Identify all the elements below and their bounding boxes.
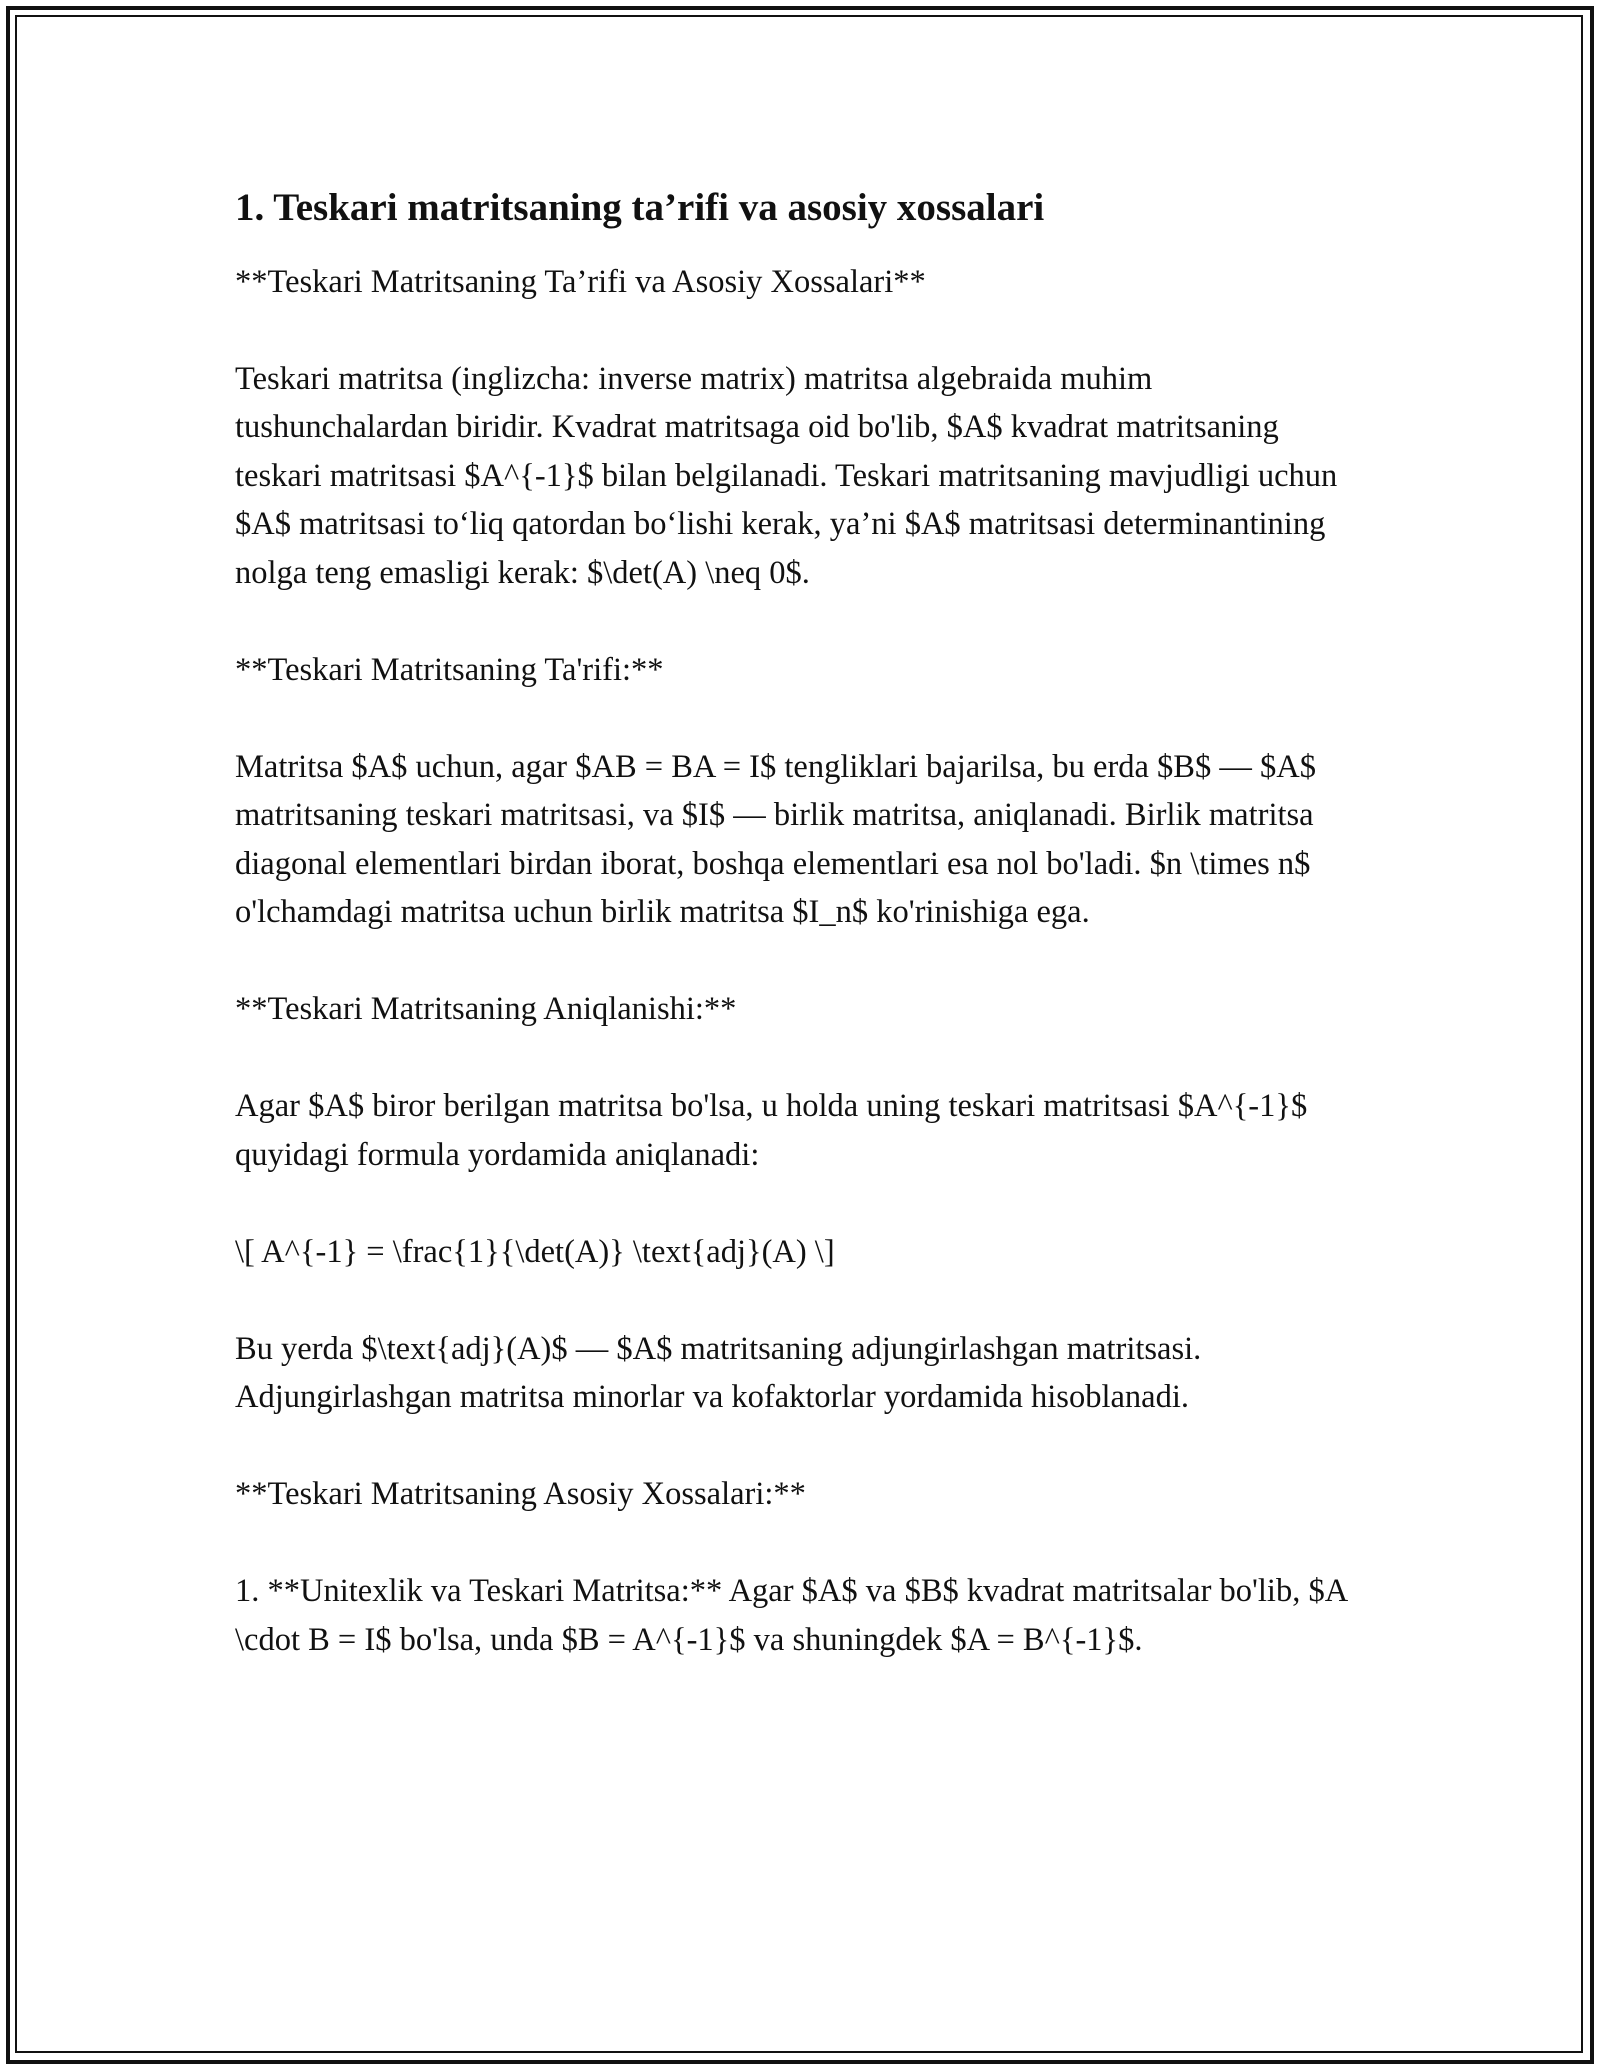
document-body — [235, 185, 1370, 1664]
paragraph-properties-heading: **Teskari Matritsaning Asosiy Xossalari:** — [235, 1476, 806, 1513]
paragraph-definition-heading: **Teskari Matritsaning Ta'rifi:** — [235, 651, 664, 688]
paragraph-subtitle: **Teskari Matritsaning Ta’rifi va Asosiy Xossalari** — [235, 263, 926, 300]
paragraph-intro: Teskari matritsa (inglizcha: inverse matrix) matritsa algebraida muhim tushunchalardan biridir. Kvadrat matritsaga oid bo'lib, $A$ kvadrat matritsaning teskari matritsasi $A^{-1}$ bilan belgilanadi. Teskari matritsaning mavjudligi uchun $A$ matritsasi to‘liq qatordan bo‘lishi kerak, ya’ni $A$ matritsasi determinantining nolga teng emasligi kerak: $\det(A) \neq 0$. — [235, 360, 1338, 591]
paragraph-formula: \[ A^{-1} = \frac{1}{\det(A)} \text{adj}(A) \] — [235, 1233, 835, 1270]
paragraph-property-1: 1. **Unitexlik va Teskari Matritsa:** Agar $A$ va $B$ kvadrat matritsalar bo'lib, $A \cdot B = I$ bo'lsa, unda $B = A^{-1}$ va shuningdek $A = B^{-1}$. — [235, 1573, 1347, 1658]
section-heading: 1. Teskari matritsaning ta’rifi va asosiy xossalari — [235, 186, 1045, 229]
paragraph-adjugate: Bu yerda $\text{adj}(A)$ — $A$ matritsaning adjungirlashgan matritsasi. Adjungirlashgan matritsa minorlar va kofaktorlar yordamida hisoblanadi. — [235, 1330, 1202, 1416]
paragraph-determination-heading: **Teskari Matritsaning Aniqlanishi:** — [235, 991, 737, 1028]
paragraph-determination: Agar $A$ biror berilgan matritsa bo'lsa, u holda uning teskari matritsasi $A^{-1}$ quyidagi formula yordamida aniqlanadi: — [235, 1088, 1308, 1173]
paragraph-definition: Matritsa $A$ uchun, agar $AB = BA = I$ tengliklari bajarilsa, bu erda $B$ — $A$ matritsaning teskari matritsasi, va $I$ — birlik matritsa, aniqlanadi. Birlik matritsa diagonal elementlari birdan iborat, boshqa elementlari esa nol bo'ladi. $n \times n$ o'lchamdagi matritsa uchun birlik matritsa $I_n$ ko'rinishiga ega. — [235, 748, 1316, 931]
